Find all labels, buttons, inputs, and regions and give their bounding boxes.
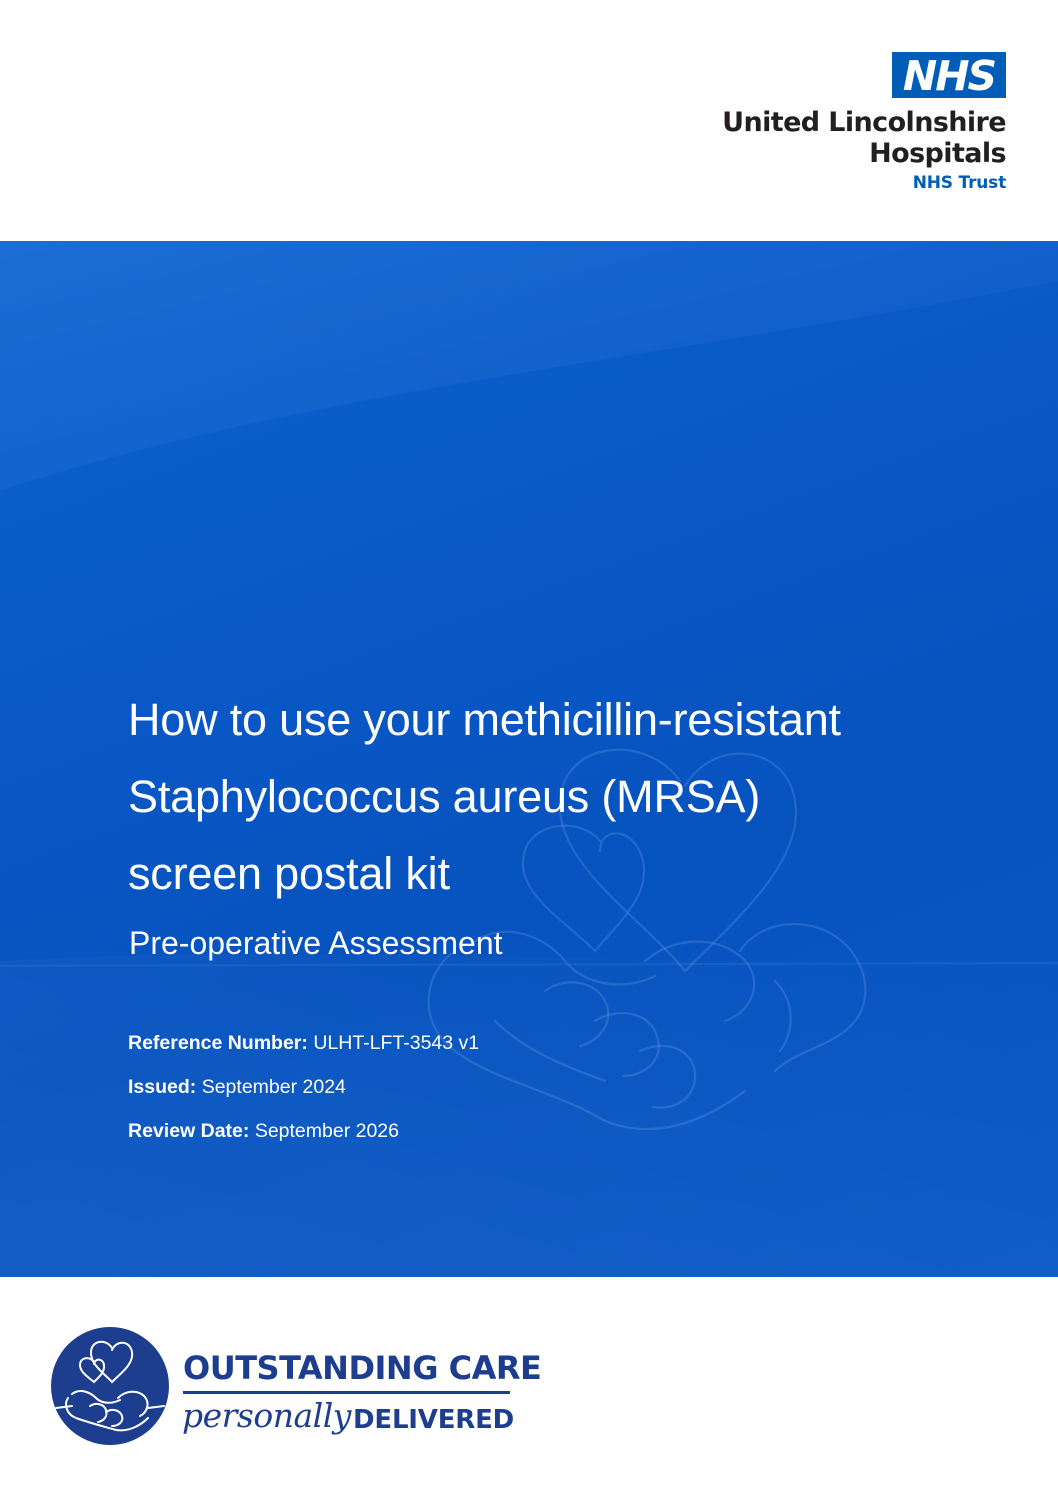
cover-hero-band: [0, 241, 1058, 1277]
outstanding-care-logo: [50, 1326, 542, 1448]
reference-number-line: [128, 1031, 479, 1055]
footer-tagline-main: OUTSTANDING CARE: [183, 1349, 542, 1387]
document-title: [128, 681, 948, 912]
document-title-line: screen postal kit: [128, 848, 450, 899]
document-title-line: How to use your methicillin-resistant: [128, 694, 841, 745]
footer-tagline-script: personally: [182, 1396, 351, 1435]
issued-date-value: September 2024: [201, 1076, 346, 1098]
issued-date-line: [128, 1075, 346, 1099]
org-name-line2: Hospitals: [869, 138, 1006, 169]
reference-number-value: ULHT-LFT-3543 v1: [313, 1032, 480, 1054]
nhs-badge-logo: [892, 52, 1006, 98]
nhs-trust-logo: [706, 50, 1006, 200]
reference-number-label: Reference Number:: [128, 1032, 308, 1054]
review-date-label: Review Date:: [128, 1120, 250, 1142]
hands-hearts-circle-icon: [50, 1326, 170, 1446]
document-title-line: Staphylococcus aureus (MRSA): [128, 771, 761, 822]
document-subtitle: Pre-operative Assessment: [129, 925, 503, 961]
footer-tagline-end: DELIVERED: [353, 1405, 515, 1435]
org-name-line3: NHS Trust: [912, 173, 1006, 193]
footer-divider: [183, 1391, 510, 1394]
issued-date-label: Issued:: [128, 1076, 197, 1098]
review-date-line: [128, 1119, 399, 1143]
review-date-value: September 2026: [254, 1120, 399, 1142]
org-name-line1: United Lincolnshire: [722, 107, 1006, 138]
svg-text:NHS: NHS: [902, 52, 996, 98]
